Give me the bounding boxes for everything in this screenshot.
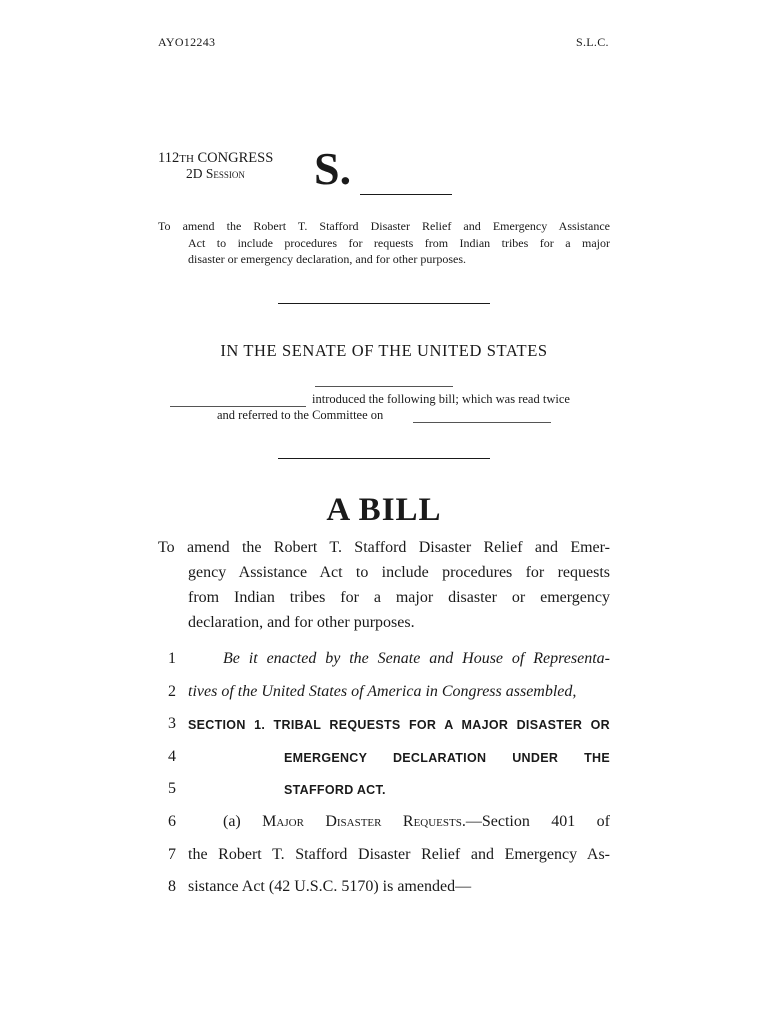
enacting-clause: tives of the United States of America in Congress assembled, — [188, 683, 577, 700]
summary-line: Act to include procedures for requests from Indian tribes for a major — [188, 235, 610, 250]
line-number: 1 — [168, 650, 176, 667]
summary-line: To amend the Robert T. Stafford Disaster Relief and Emergency Assistance — [158, 219, 610, 233]
line-number: 4 — [168, 748, 176, 765]
line-number: 8 — [168, 878, 176, 895]
line-number: 3 — [168, 715, 176, 732]
document-id: AYO12243 — [158, 35, 216, 49]
introduction-line-1: introduced the following bill; which was read twice — [312, 392, 570, 406]
session-label: 2D Session — [186, 166, 245, 181]
line-number: 7 — [168, 846, 176, 863]
congress-label: 112TH CONGRESS — [158, 150, 274, 166]
introduction-line-2: and referred to the Committee on — [217, 408, 384, 422]
bill-purpose — [158, 535, 610, 635]
purpose-line: from Indian tribes for a major disaster or emergency — [188, 589, 610, 606]
bill-number: S. — [314, 143, 352, 194]
line-number: 2 — [168, 683, 176, 700]
bill-summary — [158, 218, 610, 268]
section-heading: STAFFORD ACT. — [284, 783, 386, 797]
bill-text-line: sistance Act (42 U.S.C. 5170) is amended— — [188, 878, 472, 895]
section-heading: SECTION 1. TRIBAL REQUESTS FOR A MAJOR DISASTER OR — [188, 718, 610, 732]
sponsor-blank-upper — [315, 386, 453, 387]
committee-blank — [413, 422, 551, 423]
sponsor-blank — [170, 406, 306, 407]
bill-text-line: the Robert T. Stafford Disaster Relief and Emergency As- — [188, 846, 610, 863]
purpose-line: To amend the Robert T. Stafford Disaster Relief and Emer- — [158, 539, 610, 556]
enacting-clause: Be it enacted by the Senate and House of Representa- — [223, 650, 610, 667]
line-number: 5 — [168, 780, 176, 797]
bill-number-blank — [360, 194, 452, 195]
summary-line: disaster or emergency declaration, and for other purposes. — [188, 252, 467, 266]
bill-title: A BILL — [326, 492, 442, 528]
divider — [278, 303, 490, 304]
line-number: 6 — [168, 813, 176, 830]
subsection-heading: Major Disaster Requests — [262, 813, 462, 830]
senate-heading: IN THE SENATE OF THE UNITED STATES — [220, 341, 548, 360]
section-heading: EMERGENCY DECLARATION UNDER THE — [284, 751, 610, 765]
purpose-line: gency Assistance Act to include procedures for requests — [188, 564, 610, 581]
purpose-line: declaration, and for other purposes. — [188, 614, 415, 631]
subsection-a: (a) Major Disaster Requests.—Section 401 of — [223, 813, 610, 830]
slc-marker: S.L.C. — [576, 35, 609, 49]
divider — [278, 458, 490, 459]
